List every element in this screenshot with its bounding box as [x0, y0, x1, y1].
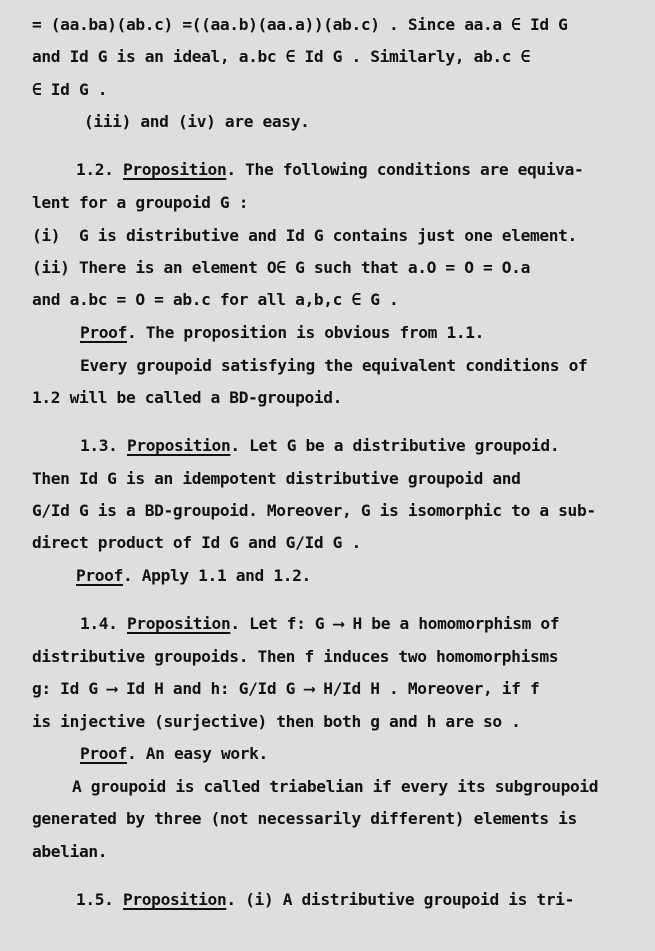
text-line-14: Every groupoid satisfying the equivalent conditions of — [80, 356, 588, 375]
proof-text: . Apply 1.1 and 1.2. — [122, 566, 311, 585]
proposition-text: . Let f: G ⟶ H be a homomorphism of — [230, 614, 560, 633]
text-line-1: = (aa.ba)(ab.c) =((aa.b)(aa.a))(ab.c) . Since aa.a ∈ Id G — [32, 15, 568, 34]
text-line-9: (i) G is distributive and Id G contains just one element. — [32, 226, 577, 245]
proof-1-4-line — [80, 744, 268, 764]
text-line-32: A groupoid is called triabelian if every its subgroupoid — [72, 777, 599, 796]
text-line-4: (iii) and (iv) are easy. — [84, 112, 310, 131]
text-line-29: is injective (surjective) then both g and h are so . — [32, 712, 521, 731]
text-line-28: g: Id G ⟶ Id H and h: G/Id G ⟶ H/Id H . Moreover, if f — [32, 679, 540, 698]
proposition-text: . (i) A distributive groupoid is tri- — [226, 890, 575, 909]
text-line-21: direct product of Id G and G/Id G . — [32, 533, 361, 552]
section-number: 1.2. — [76, 160, 114, 179]
proposition-text: . Let G be a distributive groupoid. — [230, 436, 560, 455]
proposition-text: . The following conditions are equiva- — [226, 160, 584, 179]
text-line-33: generated by three (not necessarily different) elements is — [32, 809, 577, 828]
text-line-34: abelian. — [32, 842, 108, 861]
text-line-8: lent for a groupoid G : — [32, 193, 249, 212]
proposition-1-4-line — [80, 614, 559, 634]
text-line-11: and a.bc = O = ab.c for all a,b,c ∈ G . — [32, 290, 399, 309]
proof-heading: Proof — [80, 744, 127, 763]
proof-1-2-line — [80, 323, 484, 343]
text-line-3: ∈ Id G . — [32, 80, 108, 99]
text-line-2: and Id G is an ideal, a.bc ∈ Id G . Similarly, ab.c ∈ — [32, 47, 530, 66]
section-number: 1.5. — [76, 890, 114, 909]
text-line-15: 1.2 will be called a BD-groupoid. — [32, 388, 343, 407]
proposition-heading: Proposition — [123, 890, 227, 909]
proposition-heading: Proposition — [127, 436, 231, 455]
text-line-10: (ii) There is an element O∈ G such that a.O = O = O.a — [32, 258, 530, 277]
text-line-20: G/Id G is a BD-groupoid. Moreover, G is isomorphic to a sub- — [32, 501, 596, 520]
proposition-1-2-line — [76, 160, 583, 180]
proposition-1-5-line — [76, 890, 574, 910]
text-line-27: distributive groupoids. Then f induces two homomorphisms — [32, 647, 559, 666]
section-number: 1.4. — [80, 614, 118, 633]
proof-text: . An easy work. — [126, 744, 268, 763]
proof-heading: Proof — [80, 323, 127, 342]
proof-heading: Proof — [76, 566, 123, 585]
proposition-heading: Proposition — [123, 160, 227, 179]
section-number: 1.3. — [80, 436, 118, 455]
proof-1-3-line — [76, 566, 311, 586]
proposition-heading: Proposition — [127, 614, 231, 633]
proposition-1-3-line — [80, 436, 559, 456]
text-line-19: Then Id G is an idempotent distributive groupoid and — [32, 469, 521, 488]
proof-text: . The proposition is obvious from 1.1. — [126, 323, 485, 342]
